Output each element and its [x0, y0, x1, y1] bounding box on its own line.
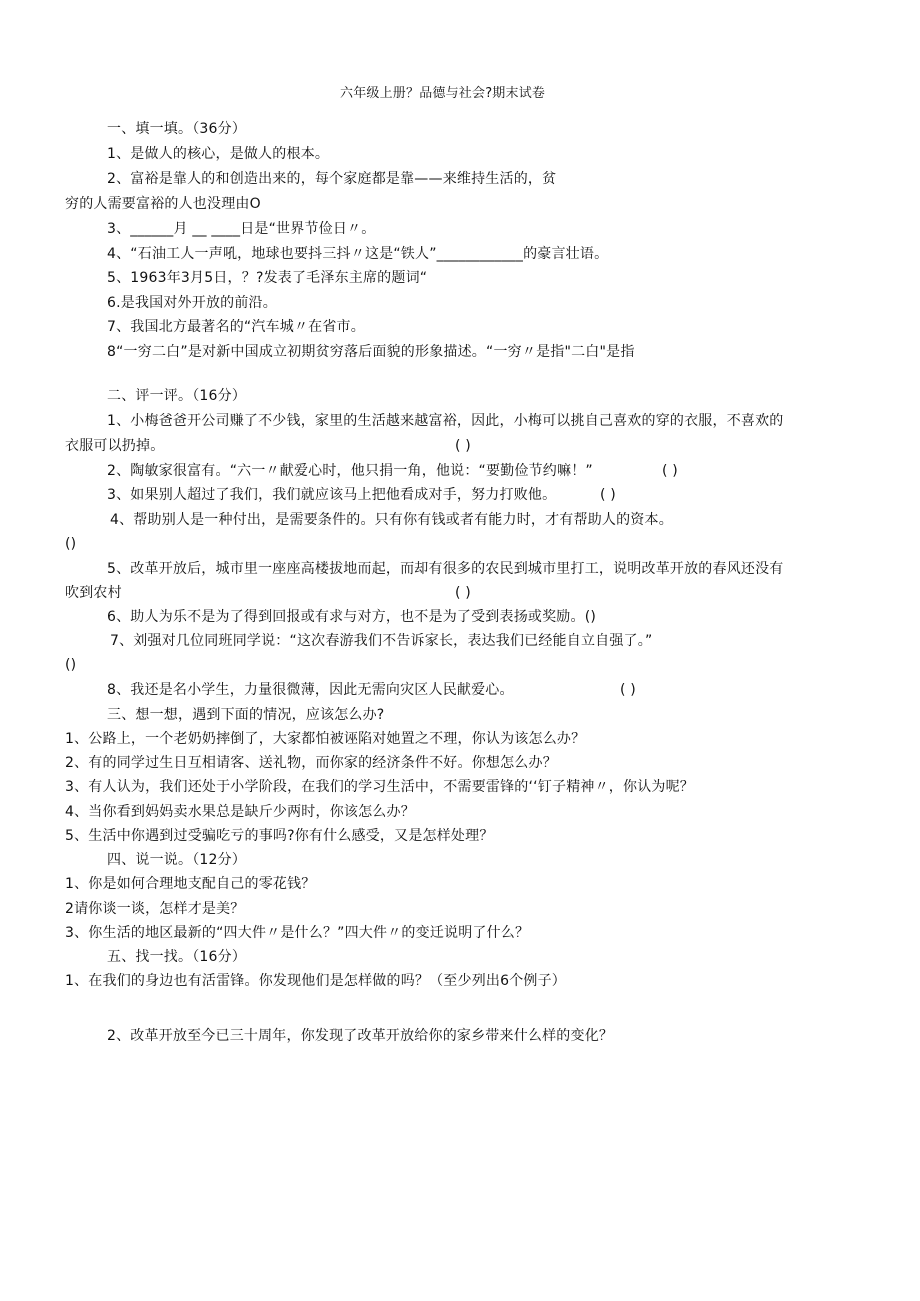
s2-question-1-line2: 衣服可以扔掉。 — [65, 438, 165, 454]
s1-question-6: 6.是我国对外开放的前沿。 — [107, 295, 277, 311]
s4-question-3: 3、你生活的地区最新的“四大件〃是什么？”四大件〃的变迁说明了什么？ — [65, 925, 530, 941]
s2-question-4: 4、帮助别人是一种付出，是需要条件的。只有你有钱或者有能力时，才有帮助人的资本。 — [110, 512, 673, 528]
s2-question-2: 2、陶敏家很富有。“六一〃献爱心时，他只捐一角，他说：“要勤俭节约嘛！” — [107, 463, 593, 479]
s1-question-4: 4、“石油工人一声吼，地球也要抖三抖〃这是“铁人”____________的豪言壮语。 — [107, 246, 609, 262]
s5-question-1: 1、在我们的身边也有活雷锋。你发现他们是怎样做的吗？（至少列出6个例子） — [65, 973, 567, 989]
s1-question-3: 3、______月 __ ____日是“世界节俭日〃。 — [107, 221, 376, 237]
s2-question-7-answer[interactable]: () — [65, 657, 77, 673]
s3-question-3: 3、有人认为，我们还处于小学阶段，在我们的学习生活中，不需要雷锋的‘‘钉子精神〃，你认为呢？ — [65, 779, 695, 795]
s2-question-8: 8、我还是名小学生，力量很微薄，因此无需向灾区人民献爱心。 — [107, 682, 514, 698]
section3-heading: 三、想一想，遇到下面的情况，应该怎么办? — [107, 707, 385, 723]
s2-question-1-line1: 1、小梅爸爸开公司赚了不少钱，家里的生活越来越富裕，因此，小梅可以挑自己喜欢的穿的衣服，不喜欢的 — [107, 413, 784, 429]
s4-question-2: 2请你谈一谈，怎样才是美？ — [65, 901, 245, 917]
s2-question-5-answer[interactable]: ( ) — [455, 585, 471, 601]
section1-heading: 一、填一填。（36分） — [107, 121, 247, 137]
s3-question-1: 1、公路上，一个老奶奶摔倒了，大家都怕被诬陷对她置之不理，你认为该怎么办？ — [65, 731, 586, 747]
s1-question-7: 7、我国北方最著名的“汽车城〃在省市。 — [107, 319, 365, 335]
s3-question-5: 5、生活中你遇到过受骗吃亏的事吗?你有什么感受，又是怎样处理？ — [65, 828, 494, 844]
s4-question-1: 1、你是如何合理地支配自己的零花钱？ — [65, 876, 316, 892]
s2-question-3: 3、如果别人超过了我们，我们就应该马上把他看成对手，努力打败他。 — [107, 487, 557, 503]
s2-question-1-answer[interactable]: ( ) — [455, 438, 471, 454]
s2-question-4-answer[interactable]: () — [65, 536, 77, 552]
section5-heading: 五、找一找。（16分） — [107, 949, 247, 965]
s3-question-4: 4、当你看到妈妈卖水果总是缺斤少两时，你该怎么办？ — [65, 804, 415, 820]
s1-question-1: 1、是做人的核心，是做人的根本。 — [107, 146, 330, 162]
s5-question-2: 2、改革开放至今已三十周年，你发现了改革开放给你的家乡带来什么样的变化？ — [107, 1028, 614, 1044]
exam-title: 六年级上册？品德与社会?期末试卷 — [340, 86, 546, 101]
s1-question-2-line2: 穷的人需要富裕的人也没理由O — [65, 196, 261, 212]
s2-question-7: 7、刘强对几位同班同学说：“这次春游我们不告诉家长，表达我们已经能自立自强了。” — [110, 633, 653, 649]
s3-question-2: 2、有的同学过生日互相请客、送礼物，而你家的经济条件不好。你想怎么办？ — [65, 755, 557, 771]
s1-question-2-line1: 2、富裕是靠人的和创造出来的，每个家庭都是靠——来维持生活的，贫 — [107, 171, 557, 187]
s2-question-6: 6、助人为乐不是为了得到回报或有求与对方，也不是为了受到表扬或奖励。() — [107, 609, 597, 625]
section2-heading: 二、评一评。（16分） — [107, 388, 247, 404]
s2-question-3-answer[interactable]: ( ) — [600, 487, 616, 503]
s2-question-5-line1: 5、改革开放后，城市里一座座高楼拔地而起，而却有很多的农民到城市里打工，说明改革开放的春风还没有 — [107, 561, 784, 577]
s2-question-5-line2: 吹到农村 — [65, 585, 122, 601]
s2-question-2-answer[interactable]: ( ) — [662, 463, 678, 479]
s1-question-8: 8“一穷二白”是对新中国成立初期贫穷落后面貌的形象描述。“一穷〃是指"二白"是指 — [107, 344, 635, 360]
s2-question-8-answer[interactable]: ( ) — [620, 682, 636, 698]
s1-question-5: 5、1963年3月5日，？?发表了毛泽东主席的题词“ — [107, 270, 428, 286]
section4-heading: 四、说一说。（12分） — [107, 852, 247, 868]
